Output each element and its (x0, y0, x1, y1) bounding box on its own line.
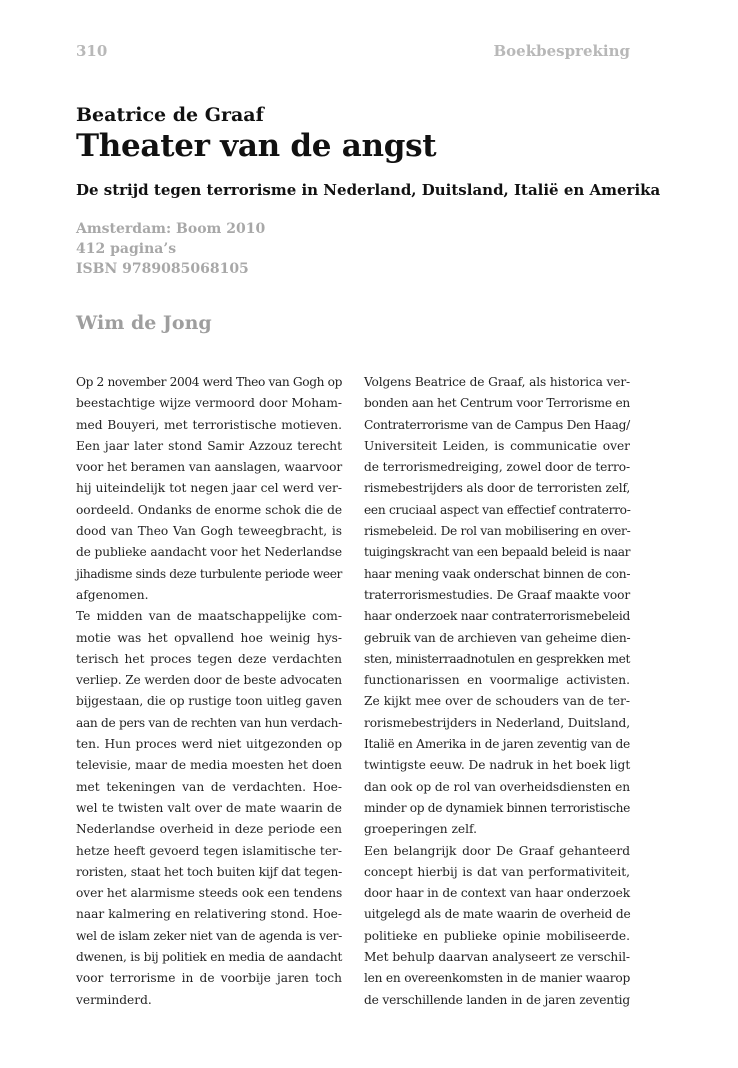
text-line: Italië en Amerika in de jaren zeventig van de (364, 737, 630, 752)
text-line: Universiteit Leiden, is communicatie over (364, 438, 630, 453)
text-line: oordeeld. Ondanks de enorme schok die de (76, 502, 342, 517)
text-line: dwenen, is bij politiek en media de aandacht (76, 950, 343, 965)
reviewer-name: Wim de Jong (76, 312, 212, 334)
text-line: Een jaar later stond Samir Azzouz terecht (76, 438, 342, 453)
text-line: rismebeleid. De rol van mobilisering en over- (364, 524, 631, 539)
text-line: uitgelegd als de mate waarin de overheid de (364, 907, 631, 922)
text-line: bonden aan het Centrum voor Terrorisme en (364, 396, 630, 411)
text-line: de publieke aandacht voor het Nederlandse (76, 545, 342, 560)
text-line: verminderd. (76, 992, 152, 1007)
text-line: televisie, maar de media moesten het doen (76, 758, 342, 773)
page-count: 412 pagina’s (76, 241, 177, 257)
text-line: dan ook op de rol van overheidsdiensten en (364, 779, 630, 794)
text-line: wel te twisten valt over de mate waarin de (76, 800, 342, 815)
page-number: 310 (76, 42, 108, 60)
text-line: rorismebestrijders in Nederland, Duitsland, (364, 715, 630, 730)
book-title: Theater van de angst (76, 128, 437, 164)
text-line: afgenomen. (76, 587, 149, 602)
text-line: Contraterrorisme van de Campus Den Haag/ (364, 417, 630, 432)
section-title: Boekbespreking (493, 42, 630, 60)
text-line: haar mening vaak onderschat binnen de con- (364, 566, 631, 581)
text-line: groeperingen zelf. (364, 822, 477, 837)
text-line: Te midden van de maatschappelijke com- (76, 609, 342, 624)
text-line: beestachtige wijze vermoord door Moham- (76, 396, 342, 411)
text-line: motie was het opvallend hoe weinig hys- (76, 630, 342, 645)
text-line: jihadisme sinds deze turbulente periode weer (76, 566, 342, 581)
text-line: rismebestrijders als door de terroristen zelf, (364, 481, 631, 496)
text-line: med Bouyeri, met terroristische motieven. (76, 417, 342, 432)
text-line: de verschillende landen in de jaren zeventig (364, 992, 630, 1007)
text-line: naar kalmering en relativering stond. Hoe- (76, 907, 342, 922)
text-line: functionarissen en voormalige activisten. (364, 673, 630, 688)
body-column-right (364, 372, 630, 1011)
text-line: voor het beramen van aanslagen, waarvoor (76, 460, 343, 475)
text-line: minder op de dynamiek binnen terroristische (364, 800, 630, 815)
text-line: over het alarmisme steeds ook een tendens (76, 886, 343, 901)
text-line: ten. Hun proces werd niet uitgezonden op (76, 737, 342, 752)
text-line: door haar in de context van haar onderzoek (364, 886, 630, 901)
text-line: concept hierbij is dat van performativiteit, (364, 864, 630, 879)
text-line: bijgestaan, die op rustige toon uitleg gaven (76, 694, 342, 709)
book-author: Beatrice de Graaf (76, 104, 264, 126)
isbn: ISBN 9789085068105 (76, 261, 249, 277)
publisher-line: Amsterdam: Boom 2010 (76, 221, 266, 237)
body-column-left (76, 372, 342, 1011)
text-line: Volgens Beatrice de Graaf, als historica ver- (364, 375, 630, 389)
running-head (76, 42, 630, 60)
text-line: met tekeningen van de verdachten. Hoe- (76, 779, 342, 794)
text-line: Ze kijkt mee over de schouders van de ter- (364, 694, 630, 709)
text-line: len en overeenkomsten in de manier waarop (364, 971, 630, 986)
text-line: een cruciaal aspect van effectief contraterro- (364, 502, 631, 517)
text-line: sten, ministerraadnotulen en gesprekken met (364, 651, 630, 666)
text-line: voor terrorisme in de voorbije jaren toch (76, 971, 342, 986)
text-line: hetze heeft gevoerd tegen islamitische ter- (76, 843, 342, 858)
text-line: wel de islam zeker niet van de agenda is ver- (76, 928, 342, 943)
book-subtitle: De strijd tegen terrorisme in Nederland, Duitsland, Italië en Amerika (76, 181, 661, 199)
text-line: tuigingskracht van een bepaald beleid is naar (364, 545, 631, 560)
text-line: Op 2 november 2004 werd Theo van Gogh op (76, 375, 342, 389)
book-metadata (76, 219, 265, 279)
text-line: Een belangrijk door De Graaf gehanteerd (364, 843, 630, 858)
text-line: hij uiteindelijk tot negen jaar cel werd ver- (76, 481, 342, 496)
text-line: verliep. Ze werden door de beste advocaten (76, 673, 342, 688)
text-line: gebruik van de archieven van geheime dien- (364, 630, 631, 645)
text-line: traterrorismestudies. De Graaf maakte voor (364, 587, 630, 602)
text-line: politieke en publieke opinie mobiliseerde. (364, 928, 630, 943)
text-line: Met behulp daarvan analyseert ze verschil- (364, 950, 630, 965)
text-line: twintigste eeuw. De nadruk in het boek ligt (364, 758, 631, 773)
text-line: aan de pers van de rechten van hun verdach- (76, 715, 342, 730)
text-line: Nederlandse overheid in deze periode een (76, 822, 342, 837)
text-line: de terrorismedreiging, zowel door de terro- (364, 460, 631, 475)
text-line: terisch het proces tegen deze verdachten (76, 651, 342, 666)
text-line: haar onderzoek naar contraterrorismebeleid (364, 609, 631, 624)
text-line: dood van Theo Van Gogh teweegbracht, is (76, 524, 342, 539)
text-line: roristen, staat het toch buiten kijf dat tegen- (76, 864, 342, 879)
